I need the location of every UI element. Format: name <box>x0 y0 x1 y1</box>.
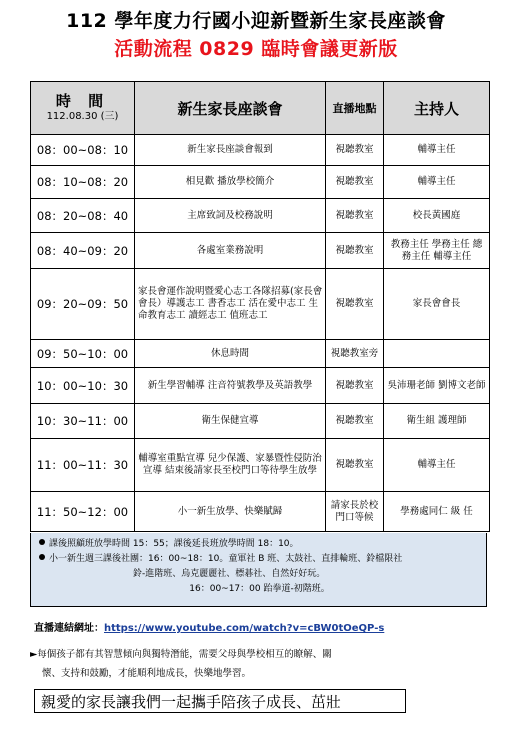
row-place: 視聽教室 <box>326 135 384 166</box>
table-row <box>31 340 490 368</box>
row-host <box>384 340 490 368</box>
row-host: 家長會會長 <box>384 269 490 340</box>
table-row <box>31 166 490 199</box>
note-clubs <box>39 552 480 567</box>
table-row <box>31 368 490 404</box>
row-place: 視聽教室 <box>326 233 384 269</box>
row-time: 10：30~11：00 <box>31 404 135 439</box>
row-place: 請家長於校門口等候 <box>326 492 384 532</box>
header-activity: 新生家長座談會 <box>135 82 326 135</box>
row-time: 09：50~10：00 <box>31 340 135 368</box>
row-activity: 輔導室重點宣導 兒少保護、家暴暨性侵防治宣導 結束後請家長至校門口等待學生放學 <box>135 439 326 492</box>
bullet-icon <box>39 554 45 560</box>
row-activity: 休息時間 <box>135 340 326 368</box>
table-row <box>31 199 490 233</box>
row-activity: 家長會運作說明暨愛心志工各隊招募(家長會會長）導護志工 書香志工 活在愛中志工 生命教育志工 讀經志工 值班志工 <box>135 269 326 340</box>
row-time: 11：50~12：00 <box>31 492 135 532</box>
row-place: 視聽教室 <box>326 199 384 233</box>
note-clubs-continued: 鈴-進階班、烏克麗麗社、標碁社、自然好好玩。 <box>133 569 326 579</box>
row-place: 視聽教室 <box>326 166 384 199</box>
row-place: 視聽教室 <box>326 404 384 439</box>
row-time: 08：40~09：20 <box>31 233 135 269</box>
parent-tip <box>30 645 490 683</box>
row-host: 輔導主任 <box>384 135 490 166</box>
row-host: 輔導主任 <box>384 439 490 492</box>
row-host: 學務處同仁 級 任 <box>384 492 490 532</box>
header-host: 主持人 <box>384 82 490 135</box>
notes-box <box>30 533 487 607</box>
note-text: 小一新生週三課後社團：16：00~18：10。童軍社 B 班、太鼓社、直排輪班、鈴檔限社 <box>49 554 403 564</box>
row-place: 視聽教室 <box>326 368 384 404</box>
row-time: 09：20~09：50 <box>31 269 135 340</box>
header-place: 直播地點 <box>326 82 384 135</box>
header-time-label: 時 間 <box>55 91 110 110</box>
tip-line-1: ►每個孩子都有其智慧傾向與獨特潛能，需要父母與學校相互的瞭解、關 <box>30 649 332 660</box>
livestream-link[interactable]: https://www.youtube.com/watch?v=cBW0tOeQP-s <box>104 623 385 634</box>
row-time: 08：20~08：40 <box>31 199 135 233</box>
row-activity: 小一新生放學、快樂賦歸 <box>135 492 326 532</box>
page-subtitle: 活動流程 0829 臨時會議更新版 <box>114 38 398 60</box>
bullet-icon <box>39 539 45 545</box>
table-row <box>31 233 490 269</box>
row-host: 吳沛珊老師 劉博文老師 <box>384 368 490 404</box>
tip-line-2: 懷、支持和鼓勵，才能順利地成長，快樂地學習。 <box>42 668 252 679</box>
table-row <box>31 404 490 439</box>
note-text: 課後照顧班放學時間 15：55；課後延長班放學時間 18：10。 <box>49 539 299 549</box>
row-host: 衛生組 護理師 <box>384 404 490 439</box>
row-host: 輔導主任 <box>384 166 490 199</box>
row-activity: 各處室業務說明 <box>135 233 326 269</box>
row-activity: 新生家長座談會報到 <box>135 135 326 166</box>
row-host: 教務主任 學務主任 總務主任 輔導主任 <box>384 233 490 269</box>
note-after-school <box>39 537 480 552</box>
closing-message: 親愛的家長讓我們一起攜手陪孩子成長、茁壯 <box>34 689 406 713</box>
livestream-label: 直播連結網址： <box>34 623 104 634</box>
note-taekwondo: 16：00~17：00 跆拳道-初階班。 <box>189 584 330 594</box>
row-activity: 相見歡 播放學校簡介 <box>135 166 326 199</box>
header-time <box>31 82 135 135</box>
page-title: 112 學年度力行國小迎新暨新生家長座談會 <box>66 10 446 32</box>
row-time: 08：10~08：20 <box>31 166 135 199</box>
table-row <box>31 269 490 340</box>
table-row <box>31 492 490 532</box>
table-row <box>31 135 490 166</box>
row-time: 11：00~11：30 <box>31 439 135 492</box>
row-place: 視聽教室 <box>326 269 384 340</box>
table-row <box>31 439 490 492</box>
row-place: 視聽教室旁 <box>326 340 384 368</box>
livestream-line <box>34 619 384 634</box>
row-place: 視聽教室 <box>326 439 384 492</box>
row-time: 08：00~08：10 <box>31 135 135 166</box>
row-activity: 主席致詞及校務說明 <box>135 199 326 233</box>
row-host: 校長黃國庭 <box>384 199 490 233</box>
row-activity: 新生學習輔導 注音符號教學及英語教學 <box>135 368 326 404</box>
row-time: 10：00~10：30 <box>31 368 135 404</box>
schedule-table <box>30 81 490 532</box>
header-date: 112.08.30 (三) <box>46 110 119 122</box>
row-activity: 衛生保健宣導 <box>135 404 326 439</box>
